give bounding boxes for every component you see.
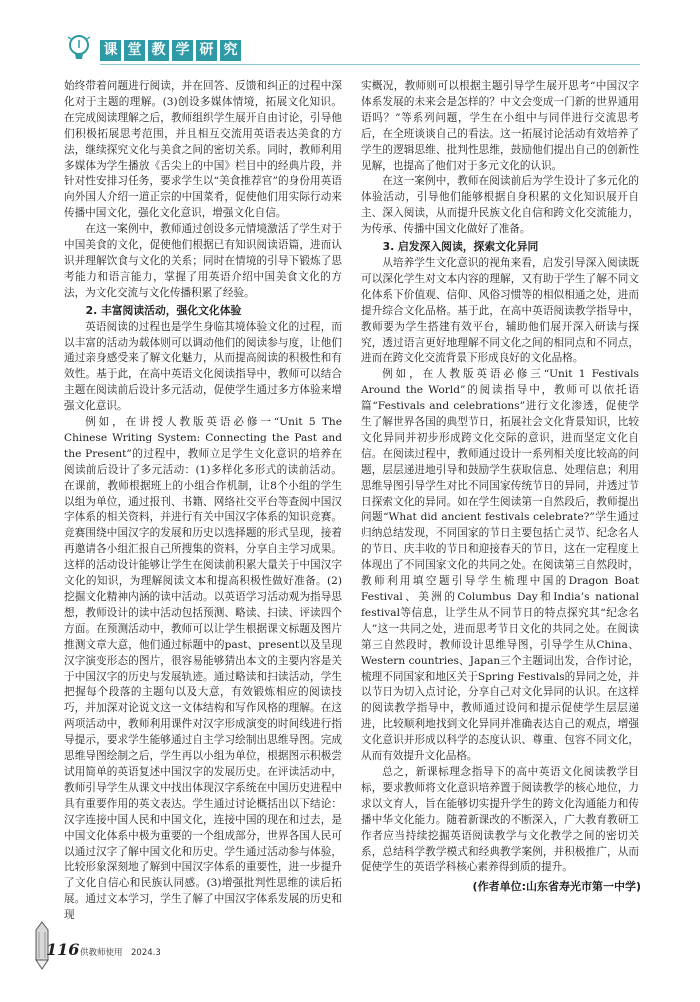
lightbulb-icon [66, 34, 92, 64]
title-char: 堂 [124, 40, 145, 61]
page-number: 116 [46, 940, 80, 959]
paragraph: 例如，在讲授人教版英语必修一“Unit 5 The Chinese Writing System: Connecting the Past and the Present”的过程中，教师立足学生文化意识的培养在阅读前后设计了多元活动：(1)多样化多形式的读前活动。在课前，教师根据班上的小组合作机制，让8个小组的学生以组为单位，通过报刊、书籍、网络社交平台等查阅中国汉字体系的相关资料，并进行有关中国汉字体系的知识竞赛。竞赛围绕中国汉字的发展和历史以选择题的形式呈现，接着再邀请各小组汇报自己所搜集的资料，分享自主学习成果。这样的活动设计能够让学生在阅读前积累大量关于中国汉字文化的知识，为理解阅读文本和提高积极性做好准备。(2)挖掘文化精神内涵的读中活动。以英语学习活动观为指导思想，教师设计的读中活动包括预测、略读、扫读、评读四个方面。在预测活动中，教师可以让学生根据课文标题及图片推测文章大意，他们通过标题中的past、present以及呈现汉字演变形态的图片，很容易能够猜出本文的主要内容是关于中国汉字的历史与发展轨迹。通过略读和扫读活动，学生把握每个段落的主题句以及大意，有效锻炼相应的阅读技巧，并加深对论说文这一文体结构和写作风格的理解。在这两项活动中，教师利用课件对汉字形成演变的时间线进行指导提示，要求学生能够通过自主学习绘制出思维导图。完成思维导图绘制之后，学生再以小组为单位，根据图示积极尝试用简单的英语复述中国汉字的发展历史。在评读活动中，教师引导学生从课文中找出体现汉字系统在中国历史进程中具有重要作用的英文表达。学生通过讨论概括出以下结论：汉字连接中国人民和中国文化，连接中国的现在和过去，是中国文化体系中极为重要的一个组成部分，世界各国人民可以通过汉字了解中国文化和历史。学生通过活动参与体验，比较形象深刻地了解到中国汉字体系的重要性，进一步提升了文化自信心和民族认同感。(3)增强批判性思维的读后拓展。通过文本学习，学生了解了中国汉字体系发展的历史和现 [64, 416, 342, 922]
title-char: 课 [100, 40, 121, 61]
paragraph: 在这一案例中，教师在阅读前后为学生设计了多元化的体验活动，引导他们能够根据自身积累的文化知识展开自主、深入阅读，从而提升民族文化自信和跨文化交流能力，为传承、传播中国文化做好了准备。 [361, 175, 639, 236]
left-column [64, 79, 342, 924]
paragraph: 英语阅读的过程也是学生身临其境体验文化的过程，而以丰富的活动为载体则可以调动他们的阅读参与度，让他们通过亲身感受来了解文化魅力，从而提高阅读的积极性和有效性。基于此，在高中英语文化阅读指导中，教师可以结合主题在阅读前后设计多元活动，促使学生通过多方体验来增强文化意识。 [64, 320, 342, 413]
publication-info: 供教师使用 2024.3 [80, 948, 161, 958]
right-column [361, 79, 639, 876]
paragraph: 始终带着问题进行阅读，并在回答、反馈和纠正的过程中深化对于主题的理解。(3)创设多媒体情境，拓展文化知识。在完成阅读理解之后，教师组织学生展开自由讨论，引导他们积极拓展思考范围，并且相互交流用英语表达美食的方法，继续探究文化与美食之间的密切关系。同时，教师利用多媒体为学生播放《舌尖上的中国》栏目中的经典片段，并针对性安排习任务，要求学生以“美食推荐官”的身份用英语向外国人介绍一道正宗的中国菜肴，促使他们用实际行动来传播中国文化，强化文化意识，增强文化自信。 [64, 80, 342, 220]
paragraph: 从培养学生文化意识的视角来看，启发引导深入阅读既可以深化学生对文本内容的理解，又有助于学生了解不同文化体系下价值观、信仰、风俗习惯等的相似相通之处，进而提升综合文化品格。基于此，在高中英语阅读教学指导中，教师要为学生搭建有效平台，辅助他们展开深入研读与探究，透过语言更好地理解不同文化之间的相同点和不同点，进而在跨文化交流背景下形成良好的文化品格。 [361, 256, 639, 365]
header-divider [100, 64, 640, 65]
section-heading: 2. 丰富阅读活动，强化文化体验 [85, 303, 242, 317]
title-char: 学 [172, 40, 193, 61]
title-char: 教 [148, 40, 169, 61]
title-char: 研 [196, 40, 217, 61]
page-footer [24, 920, 284, 980]
paragraph: 在这一案例中，教师通过创设多元情境激活了学生对于中国美食的文化，促使他们根据已有知识阅读语篇，进而认识并理解饮食与文化的关系；同时在情境的引导下锻炼了思考能力和语言能力，掌握了用英语介绍中国美食文化的方法，为文化交流与文化传播积累了经验。 [64, 223, 342, 299]
paragraph: 例如，在人教版英语必修三“Unit 1 Festivals Around the World”的阅读指导中，教师可以依托语篇“Festivals and celebrations”进行文化渗透，促使学生了解世界各国的典型节日，拓展社会文化背景知识，比较文化异同并初步形成跨文化交际的意识，进而坚定文化自信。在阅读过程中，教师通过设计一系列相关度比较高的问题，层层递进地引导和鼓励学生获取信息、处理信息；利用思维导图引导学生对比不同国家传统节日的异同，并透过节日探索文化的异同。如在学生阅读第一自然段后，教师提出问题“What did ancient festivals celebrate?”学生通过归纳总结发现，不同国家的节日主要包括亡灵节、纪念名人的节日、庆丰收的节日和迎接春天的节日，这在一定程度上体现出了不同国家文化的共同之处。在阅读第三自然段时，教师利用填空题引导学生梳理中国的Dragon Boat Festival、美洲的Columbus Day和India’s national festival等信息，让学生从不同节日的特点探究其“纪念名人”这一共同之处，进而思考节日文化的共同之处。在阅读第三自然段时，教师设计思维导图，引导学生从China、Western countries、Japan三个主题词出发，合作讨论，梳理不同国家和地区关于Spring Festivals的异同之处，并以节日为切入点讨论，分享自己对文化异同的认识。在这样的阅读教学指导中，教师通过设问和提示促使学生层层递进，比较顺利地找到文化异同并准确表达自己的观点，增强文化意识并形成以科学的态度认识、尊重、包容不同文化，从而有效提升文化品格。 [361, 368, 639, 763]
section-title [100, 38, 241, 62]
paragraph: 总之，新课标理念指导下的高中英语文化阅读教学目标，要求教师将文化意识培养置于阅读教学的核心地位，力求以文育人，旨在能够切实提升学生的跨文化沟通能力和传播中华文化能力。随着新课改的不断深入，广大教育教研工作者应当持续挖掘英语阅读教学与文化教学之间的密切关系，总结科学教学模式和经典教学案例，并积极推广，从而促使学生的英语学科核心素养得到质的提升。 [361, 765, 639, 874]
paragraph: 实概况，教师则可以根据主题引导学生展开思考“中国汉字体系发展的未来会是怎样的？中文会变成一门新的世界通用语吗？”等系列问题，学生在小组中与同伴进行交流思考后，在全班谈谈自己的看法。这一拓展讨论活动有效培养了学生的逻辑思维、批判性思维，鼓励他们提出自己的创新性见解，也提高了他们对于多元文化的认识。 [361, 80, 639, 172]
section-heading: 3. 启发深入阅读，探索文化异同 [382, 240, 539, 254]
page-header [0, 0, 700, 80]
title-char: 究 [220, 40, 241, 61]
author-affiliation: (作者单位:山东省寿光市第一中学) [472, 880, 641, 893]
